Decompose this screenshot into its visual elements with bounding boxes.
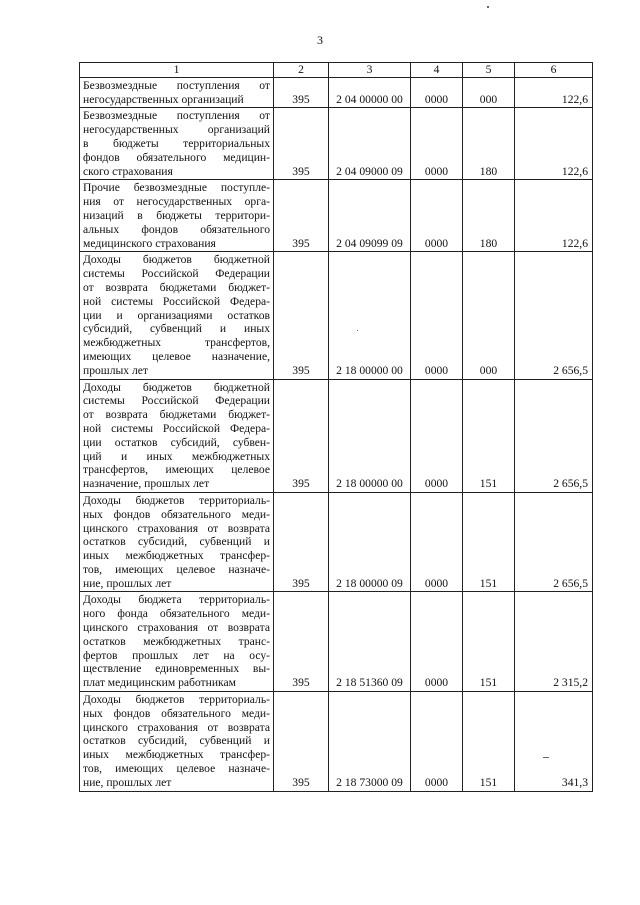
table-header-row	[80, 63, 593, 78]
revenue-name-line: тов, имеющих целевое назначе-	[83, 762, 270, 776]
table-row	[80, 108, 593, 180]
revenue-name-line: цинского страхования от возврата	[83, 621, 270, 635]
subtype-code-cell: 0000	[411, 592, 463, 692]
admin-code-cell: 395	[274, 692, 329, 792]
table-row	[80, 180, 593, 252]
revenue-name-line: системы Российской Федерации	[83, 267, 270, 281]
budget-code-cell: 2 04 00000 00	[329, 77, 411, 108]
subtype-code-cell: 0000	[411, 77, 463, 108]
budget-code-cell: 2 18 00000 00	[329, 379, 411, 492]
page-number: 3	[317, 33, 323, 47]
amount-cell: 122,6	[515, 180, 593, 252]
revenue-name-line: иных межбюджетных трансфер-	[83, 748, 270, 762]
revenue-name-line: Доходы бюджетов территориаль-	[83, 493, 270, 507]
table-row	[80, 77, 593, 108]
revenue-name-line: негосударственных организаций	[83, 92, 244, 106]
amount-cell: 2 656,5	[515, 379, 593, 492]
budget-code-cell: 2 04 09000 09	[329, 108, 411, 180]
table-row	[80, 692, 593, 792]
revenue-name-line: фондов обязательного медицин-	[83, 150, 270, 164]
classification-code-cell: 151	[463, 492, 515, 592]
classification-code-cell: 151	[463, 592, 515, 692]
revenue-name-line: ществление единовременных вы-	[83, 662, 270, 676]
revenue-name-line: ной системы Российской Федера-	[83, 294, 270, 308]
revenue-name-line: системы Российской Федерации	[83, 394, 270, 408]
classification-code-cell: 000	[463, 252, 515, 379]
revenue-table	[79, 62, 593, 792]
revenue-name-line: ных фондов обязательного меди-	[83, 706, 270, 720]
revenue-name-line: альных фондов обязательного	[83, 222, 270, 236]
admin-code-cell: 395	[274, 379, 329, 492]
admin-code-cell: 395	[274, 592, 329, 692]
budget-code-cell: 2 18 00000 09	[329, 492, 411, 592]
admin-code-cell: 395	[274, 492, 329, 592]
table-row	[80, 379, 593, 492]
admin-code-cell: 395	[274, 180, 329, 252]
revenue-name-line: ского страхования	[83, 164, 173, 178]
revenue-name-line: Доходы бюджетов бюджетной	[83, 253, 270, 267]
col-header-6: 6	[515, 63, 593, 78]
admin-code-cell: 395	[274, 252, 329, 379]
revenue-name-line: цинского страхования от возврата	[83, 521, 270, 535]
revenue-name-line: Прочие безвозмездные поступле-	[83, 181, 270, 195]
revenue-name-line: Доходы бюджета территориаль-	[83, 593, 270, 607]
revenue-name-line: Доходы бюджетов территориаль-	[83, 693, 270, 707]
amount-cell: 2 656,5	[515, 492, 593, 592]
revenue-name-cell	[80, 252, 274, 379]
revenue-name-line: остатков субсидий, субвенций и	[83, 734, 270, 748]
amount-cell: 122,6	[515, 108, 593, 180]
budget-code-cell: 2 18 73000 09	[329, 692, 411, 792]
revenue-name-line: ного фонда обязательного меди-	[83, 607, 270, 621]
revenue-name-line: Безвозмездные поступления от	[83, 78, 270, 92]
scan-speck	[357, 330, 358, 331]
revenue-name-line: назначение, прошлых лет	[83, 477, 210, 491]
budget-code-cell: 2 04 09099 09	[329, 180, 411, 252]
table-row	[80, 492, 593, 592]
revenue-name-line: Доходы бюджетов бюджетной	[83, 380, 270, 394]
revenue-name-line: ния от негосударственных орга-	[83, 195, 270, 209]
revenue-name-line: имеющих целевое назначение,	[83, 349, 270, 363]
amount-cell: 2 315,2	[515, 592, 593, 692]
revenue-name-line: тов, имеющих целевое назначе-	[83, 562, 270, 576]
classification-code-cell: 180	[463, 108, 515, 180]
revenue-name-line: остатков субсидий, субвенций и	[83, 535, 270, 549]
revenue-name-line: плат медицинским работникам	[83, 676, 236, 690]
revenue-name-line: негосударственных организаций	[83, 123, 270, 137]
subtype-code-cell: 0000	[411, 692, 463, 792]
revenue-name-line: ние, прошлых лет	[83, 576, 172, 590]
subtype-code-cell: 0000	[411, 108, 463, 180]
revenue-name-line: остатков межбюджетных транс-	[83, 634, 270, 648]
subtype-code-cell: 0000	[411, 379, 463, 492]
revenue-name-line: прошлых лет	[83, 363, 148, 377]
revenue-name-line: ции и организациями остатков	[83, 308, 270, 322]
revenue-name-cell	[80, 180, 274, 252]
admin-code-cell: 395	[274, 108, 329, 180]
revenue-name-line: от возврата бюджетами бюджет-	[83, 408, 270, 422]
revenue-name-line: иных межбюджетных трансфер-	[83, 549, 270, 563]
table-row	[80, 252, 593, 379]
revenue-name-line: ных фондов обязательного меди-	[83, 507, 270, 521]
scan-speck	[487, 6, 489, 8]
revenue-name-line: фертов прошлых лет на осу-	[83, 648, 270, 662]
subtype-code-cell: 0000	[411, 180, 463, 252]
revenue-name-cell	[80, 492, 274, 592]
budget-code-cell: 2 18 00000 00	[329, 252, 411, 379]
revenue-name-line: субсидий, субвенций и иных	[83, 322, 270, 336]
col-header-2: 2	[274, 63, 329, 78]
revenue-name-line: ции остатков субсидий, субвен-	[83, 435, 270, 449]
col-header-5: 5	[463, 63, 515, 78]
revenue-name-line: от возврата бюджетами бюджет-	[83, 280, 270, 294]
col-header-3: 3	[329, 63, 411, 78]
col-header-1: 1	[80, 63, 274, 78]
revenue-name-line: в бюджеты территориальных	[83, 136, 270, 150]
scan-speck	[543, 757, 549, 758]
classification-code-cell: 180	[463, 180, 515, 252]
revenue-name-cell	[80, 108, 274, 180]
admin-code-cell: 395	[274, 77, 329, 108]
revenue-name-cell	[80, 379, 274, 492]
amount-cell: 341,3	[515, 692, 593, 792]
subtype-code-cell: 0000	[411, 492, 463, 592]
subtype-code-cell: 0000	[411, 252, 463, 379]
amount-cell: 122,6	[515, 77, 593, 108]
revenue-name-line: Безвозмездные поступления от	[83, 109, 270, 123]
revenue-name-line: ной системы Российской Федера-	[83, 421, 270, 435]
revenue-name-cell	[80, 692, 274, 792]
revenue-name-line: цинского страхования от возврата	[83, 720, 270, 734]
revenue-name-cell	[80, 77, 274, 108]
revenue-name-line: ние, прошлых лет	[83, 775, 172, 789]
table-row	[80, 592, 593, 692]
classification-code-cell: 151	[463, 379, 515, 492]
col-header-4: 4	[411, 63, 463, 78]
revenue-name-line: низаций в бюджеты территори-	[83, 208, 270, 222]
classification-code-cell: 151	[463, 692, 515, 792]
budget-code-cell: 2 18 51360 09	[329, 592, 411, 692]
revenue-name-line: медицинского страхования	[83, 236, 216, 250]
amount-cell: 2 656,5	[515, 252, 593, 379]
revenue-name-line: ций и иных межбюджетных	[83, 449, 270, 463]
classification-code-cell: 000	[463, 77, 515, 108]
revenue-name-cell	[80, 592, 274, 692]
revenue-name-line: межбюджетных трансфертов,	[83, 336, 270, 350]
revenue-name-line: трансфертов, имеющих целевое	[83, 463, 270, 477]
